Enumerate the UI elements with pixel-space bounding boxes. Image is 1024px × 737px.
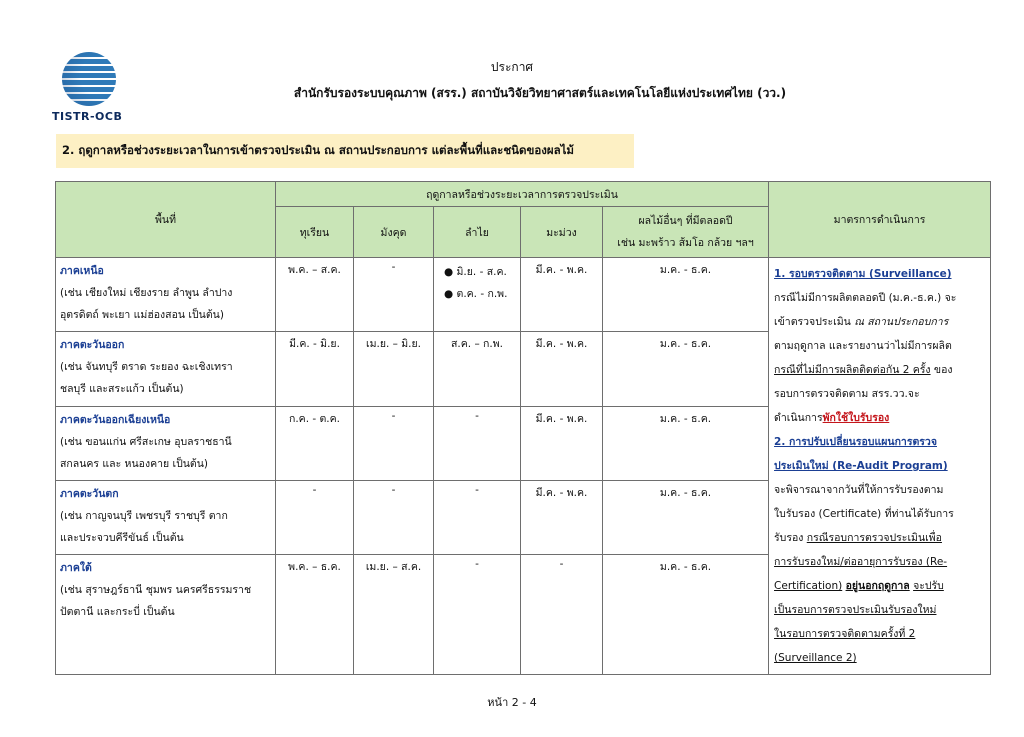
other-fruit-cell: ม.ค. - ธ.ค.	[603, 555, 769, 675]
header-mango: มะม่วง	[521, 207, 603, 258]
other-fruit-cell: ม.ค. - ธ.ค.	[603, 480, 769, 554]
longan-cell: -	[434, 555, 521, 675]
header-area: พื้นที่	[56, 182, 276, 258]
logo-text: TISTR-OCB	[52, 110, 123, 123]
header-action: มาตรการดำเนินการ	[769, 182, 991, 258]
mangosteen-cell: -	[354, 480, 434, 554]
other-fruit-cell: ม.ค. - ธ.ค.	[603, 332, 769, 406]
longan-cell: ● มิ.ย. - ส.ค. ● ต.ค. - ก.พ.	[434, 258, 521, 332]
mango-cell: มี.ค. - พ.ค.	[521, 258, 603, 332]
area-cell: ภาคเหนือ (เช่น เชียงใหม่ เชียงราย ลำพูน ลำปาง อุตรดิตถ์ พะเยา แม่ฮ่องสอน เป็นต้น)	[56, 258, 276, 332]
durian-cell: พ.ค. – ส.ค.	[276, 258, 354, 332]
area-cell: ภาคตะวันออกเฉียงเหนือ (เช่น ขอนแก่น ศรีสะเกษ อุบลราชธานี สกลนคร และ หนองคาย เป็นต้น)	[56, 406, 276, 480]
mangosteen-cell: เม.ย. – ส.ค.	[354, 555, 434, 675]
announcement-heading: ประกาศ	[490, 60, 534, 74]
organization-heading: สำนักรับรองระบบคุณภาพ (สรร.) สถาบันวิจัยวิทยาศาสตร์และเทคโนโลยีแห่งประเทศไทย (วว.)	[293, 86, 787, 100]
durian-cell: พ.ค. – ธ.ค.	[276, 555, 354, 675]
mangosteen-cell: เม.ย. – มิ.ย.	[354, 332, 434, 406]
mango-cell: มี.ค. - พ.ค.	[521, 406, 603, 480]
mango-cell: มี.ค. - พ.ค.	[521, 332, 603, 406]
inspection-season-table	[55, 181, 991, 675]
area-cell: ภาคตะวันออก (เช่น จันทบุรี ตราด ระยอง ฉะเชิงเทรา ชลบุรี และสระแก้ว เป็นต้น)	[56, 332, 276, 406]
longan-cell: -	[434, 480, 521, 554]
header-durian: ทุเรียน	[276, 207, 354, 258]
mangosteen-cell: -	[354, 258, 434, 332]
table-row	[56, 258, 991, 332]
longan-cell: ส.ค. – ก.พ.	[434, 332, 521, 406]
re-audit-title: 2. การปรับเปลี่ยนรอบแผนการตรวจ	[774, 436, 937, 448]
header-other-fruit: ผลไม้อื่นๆ ที่มีตลอดปี เช่น มะพร้าว ส้มโอ กล้วย ฯลฯ	[603, 207, 769, 258]
other-fruit-cell: ม.ค. - ธ.ค.	[603, 406, 769, 480]
durian-cell: มี.ค. - มิ.ย.	[276, 332, 354, 406]
table-header-row	[56, 182, 991, 207]
header-longan: ลำไย	[434, 207, 521, 258]
area-cell: ภาคตะวันตก (เช่น กาญจนบุรี เพชรบุรี ราชบุรี ตาก และประจวบคีรีขันธ์ เป็นต้น	[56, 480, 276, 554]
suspend-certificate-text: พักใช้ใบรับรอง	[822, 412, 890, 424]
other-fruit-cell: ม.ค. - ธ.ค.	[603, 258, 769, 332]
area-cell: ภาคใต้ (เช่น สุราษฎร์ธานี ชุมพร นครศรีธรรมราช ปัตตานี และกระบี่ เป็นต้น	[56, 555, 276, 675]
surveillance-title: 1. รอบตรวจติดตาม (Surveillance)	[774, 268, 952, 280]
measures-cell: 1. รอบตรวจติดตาม (Surveillance) กรณีไม่มีการผลิตตลอดปี (ม.ค.-ธ.ค.) จะ เข้าตรวจประเมิน ณ สถานประกอบการ ตามฤดูกาล และรายงานว่าไม่มีการผลิต กรณีที่ไม่มีการผลิตติดต่อกัน 2 ครั้ง ของ รอบการตรวจติดตาม สรร.วว.จะ ดำเนินการพักใช้ใบรับรอง 2. การปรับเปลี่ยนรอบแผนการตรวจ ประเมินใหม่ (Re-Audit Program) จะพิจารณาจากวันที่ให้การรับรองตาม ใบรับรอง (Certificate) ที่ท่านได้รับการ รับรอง กรณีรอบการตรวจประเมินเพื่อ การรับรองใหม่/ต่ออายุการรับรอง (Re- Certification) อยู่นอกฤดูกาล จะปรับ เป็นรอบการตรวจประเมินรับรองใหม่ ในรอบการตรวจติดตามครั้งที่ 2 (Surveillance 2)	[769, 258, 991, 675]
longan-cell: -	[434, 406, 521, 480]
header-mangosteen: มังคุด	[354, 207, 434, 258]
mangosteen-cell: -	[354, 406, 434, 480]
mango-cell: -	[521, 555, 603, 675]
section-title: 2. ฤดูกาลหรือช่วงระยะเวลาในการเข้าตรวจประเมิน ณ สถานประกอบการ แต่ละพื้นที่และชนิดของผลไม้	[56, 134, 634, 168]
durian-cell: -	[276, 480, 354, 554]
mango-cell: มี.ค. - พ.ค.	[521, 480, 603, 554]
durian-cell: ก.ค. - ต.ค.	[276, 406, 354, 480]
page-number: หน้า 2 - 4	[487, 696, 537, 709]
header-season: ฤดูกาลหรือช่วงระยะเวลาการตรวจประเมิน	[276, 182, 769, 207]
